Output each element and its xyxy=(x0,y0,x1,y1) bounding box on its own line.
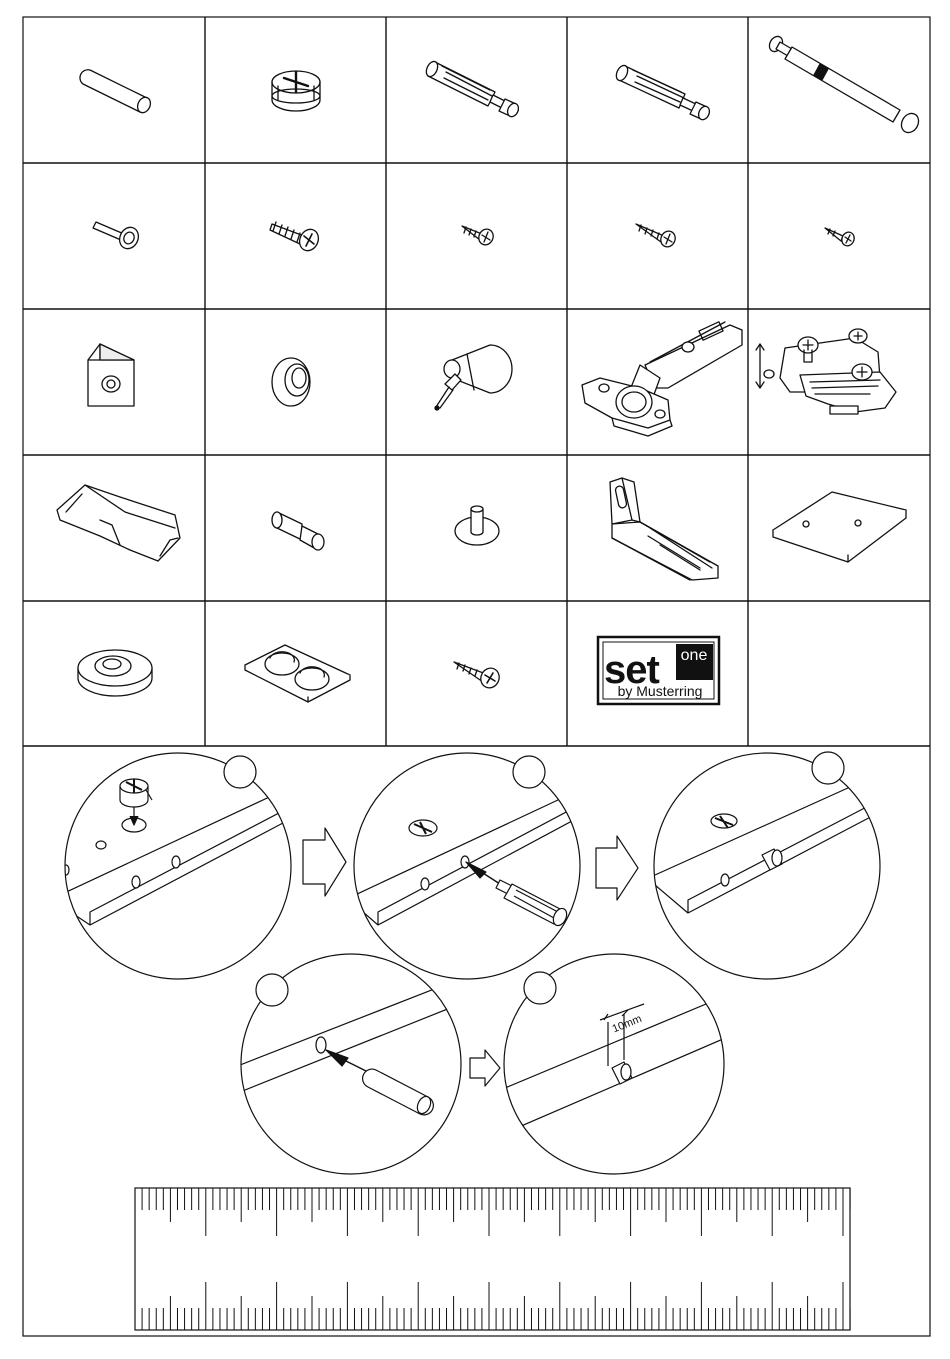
washer-icon xyxy=(78,650,152,696)
cam-nail-icon xyxy=(435,345,512,410)
step-arrow-icon xyxy=(596,836,638,900)
step-1-cam-lock-detail xyxy=(60,753,300,979)
dowel-depth-label: 10mm xyxy=(610,1012,644,1036)
shelf-support-icon xyxy=(272,512,324,550)
mounting-plate-icon xyxy=(773,492,906,562)
corner-block-icon xyxy=(88,344,134,406)
connector-bolt-icon xyxy=(424,60,520,119)
glide-nail-icon xyxy=(455,506,499,545)
brand-logo xyxy=(598,637,719,704)
step-arrow-icon xyxy=(303,828,346,896)
logo-badge-text: one xyxy=(680,647,708,664)
small-screw-icon xyxy=(825,228,856,248)
logo-byline: by Musterring xyxy=(617,683,703,699)
logo-word: set xyxy=(604,648,659,692)
step-5-dowel-depth-detail xyxy=(504,954,730,1174)
connector-bolt-icon xyxy=(614,64,711,122)
step-arrow-icon xyxy=(470,1050,500,1086)
screw-icon xyxy=(454,662,502,691)
hinge-icon xyxy=(582,322,742,436)
dowel-icon xyxy=(80,70,153,115)
hinge-plate-icon xyxy=(756,329,896,414)
angle-bracket-icon xyxy=(610,478,718,580)
shelf-pin-bolt-icon xyxy=(93,222,142,252)
large-screw-icon xyxy=(270,222,322,254)
handle-icon xyxy=(57,485,180,561)
screw-icon xyxy=(462,226,496,247)
cover-cap-icon xyxy=(272,358,310,406)
step-4-dowel-insertion-detail xyxy=(240,954,470,1174)
bumper-pads-icon xyxy=(245,645,350,702)
step-2-connector-bolt-detail xyxy=(354,753,585,979)
long-connector-bolt-icon xyxy=(767,34,922,136)
screw-icon xyxy=(636,224,678,249)
measuring-ruler xyxy=(135,1188,850,1330)
step-3-bolt-inserted-detail xyxy=(654,752,880,979)
cam-lock-icon xyxy=(272,71,320,111)
